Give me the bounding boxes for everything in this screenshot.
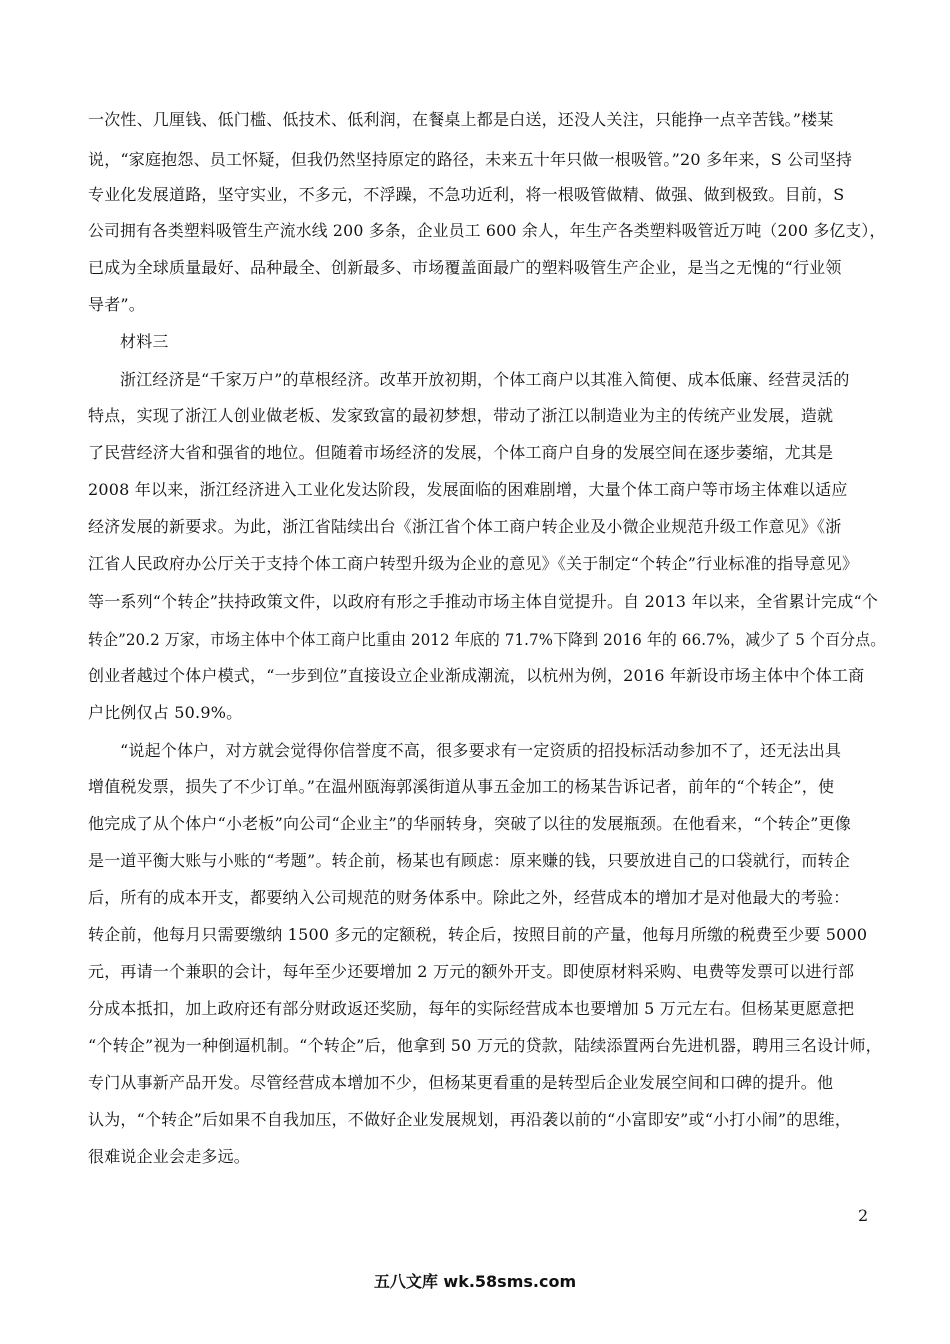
- text-line: 户比例仅占 50.9%。: [88, 703, 243, 722]
- text-line: 江省人民政府办公厅关于支持个体工商户转型升级为企业的意见》《关于制定“个转企”行业标准的指导意见》: [88, 554, 859, 573]
- text-line: 2008 年以来，浙江经济进入工业化发达阶段，发展面临的困难剧增，大量个体工商户等市场主体难以适应: [88, 480, 848, 499]
- text-line: “个转企”视为一种倒逼机制。“个转企”后，他拿到 50 万元的贷款，陆续添置两台先进机器，聘用三名设计师，: [88, 1036, 882, 1055]
- text-line: 一次性、几厘钱、低门槛、低技术、低利润，在餐桌上都是白送，还没人关注，只能挣一点辛苦钱。”楼某: [88, 110, 834, 129]
- text-line: 了民营经济大省和强省的地位。但随着市场经济的发展，个体工商户自身的发展空间在逐步萎缩，尤其是: [88, 443, 834, 462]
- text-line: 他完成了从个体户“小老板”向公司“企业主”的华丽转身，突破了以往的发展瓶颈。在他看来，“个转企”更像: [88, 814, 852, 833]
- text-line: 分成本抵扣，加上政府还有部分财政返还奖励，每年的实际经营成本也要增加 5 万元左右。但杨某更愿意把: [88, 999, 855, 1018]
- text-line: 认为，“个转企”后如果不自我加压，不做好企业发展规划，再沿袭以前的“小富即安”或“小打小闹”的思维，: [88, 1110, 852, 1129]
- text-line: 专业化发展道路，坚守实业，不多元，不浮躁，不急功近利，将一根吸管做精、做强、做到极致。目前，S: [88, 185, 845, 204]
- text-line: 专门从事新产品开发。尽管经营成本增加不少，但杨某更看重的是转型后企业发展空间和口碑的提升。他: [88, 1073, 834, 1092]
- text-line: 说，“家庭抱怨、员工怀疑，但我仍然坚持原定的路径，未来五十年只做一根吸管。”20 多年来，S 公司坚持: [88, 150, 853, 169]
- text-line: 导者”。: [88, 295, 145, 314]
- text-line: 转企”20.2 万家，市场主体中个体工商户比重由 2012 年底的 71.7%下降到 2016 年的 66.7%，减少了 5 个百分点。: [88, 630, 886, 649]
- page-number: 2: [858, 1206, 869, 1225]
- section-heading: 材料三: [120, 332, 169, 351]
- text-line: 是一道平衡大账与小账的“考题”。转企前，杨某也有顾虑：原来赚的钱，只要放进自己的口袋就行，而转企: [88, 851, 850, 870]
- text-line: 经济发展的新要求。为此，浙江省陆续出台《浙江省个体工商户转企业及小微企业规范升级工作意见》《浙: [88, 517, 842, 536]
- text-line: “说起个体户，对方就会觉得你信誉度不高，很多要求有一定资质的招投标活动参加不了，还无法出具: [120, 741, 842, 760]
- text-line: 已成为全球质量最好、品种最全、创新最多、市场覆盖面最广的塑料吸管生产企业，是当之无愧的“行业领: [88, 258, 842, 277]
- text-line: 浙江经济是“千家万户”的草根经济。改革开放初期，个体工商户以其准入简便、成本低廉、经营灵活的: [120, 370, 850, 389]
- text-line: 后，所有的成本开支，都要纳入公司规范的财务体系中。除此之外，经营成本的增加才是对他最大的考验：: [88, 888, 850, 907]
- text-line: 创业者越过个体户模式，“一步到位”直接设立企业渐成潮流，以杭州为例，2016 年新设市场主体中个体工商: [88, 666, 865, 685]
- text-line: 增值税发票，损失了不少订单。”在温州瓯海郭溪街道从事五金加工的杨某告诉记者，前年的“个转企”，使: [88, 777, 835, 796]
- text-line: 公司拥有各类塑料吸管生产流水线 200 多条，企业员工 600 余人，年生产各类塑料吸管近万吨（200 多亿支），: [88, 221, 886, 240]
- text-line: 很难说企业会走多远。: [88, 1147, 251, 1166]
- text-line: 转企前，他每月只需要缴纳 1500 多元的定额税，转企后，按照目前的产量，他每月所缴的税费至少要 5000: [88, 925, 868, 944]
- text-line: 元，再请一个兼职的会计，每年至少还要增加 2 万元的额外开支。即使原材料采购、电费等发票可以进行部: [88, 962, 855, 981]
- text-line: 特点，实现了浙江人创业做老板、发家致富的最初梦想，带动了浙江以制造业为主的传统产业发展，造就: [88, 406, 834, 425]
- footer-watermark: 五八文库 wk.58sms.com: [373, 1272, 577, 1291]
- text-line: 等一系列“个转企”扶持政策文件，以政府有形之手推动市场主体自觉提升。自 2013 年以来，全省累计完成“个: [88, 592, 879, 611]
